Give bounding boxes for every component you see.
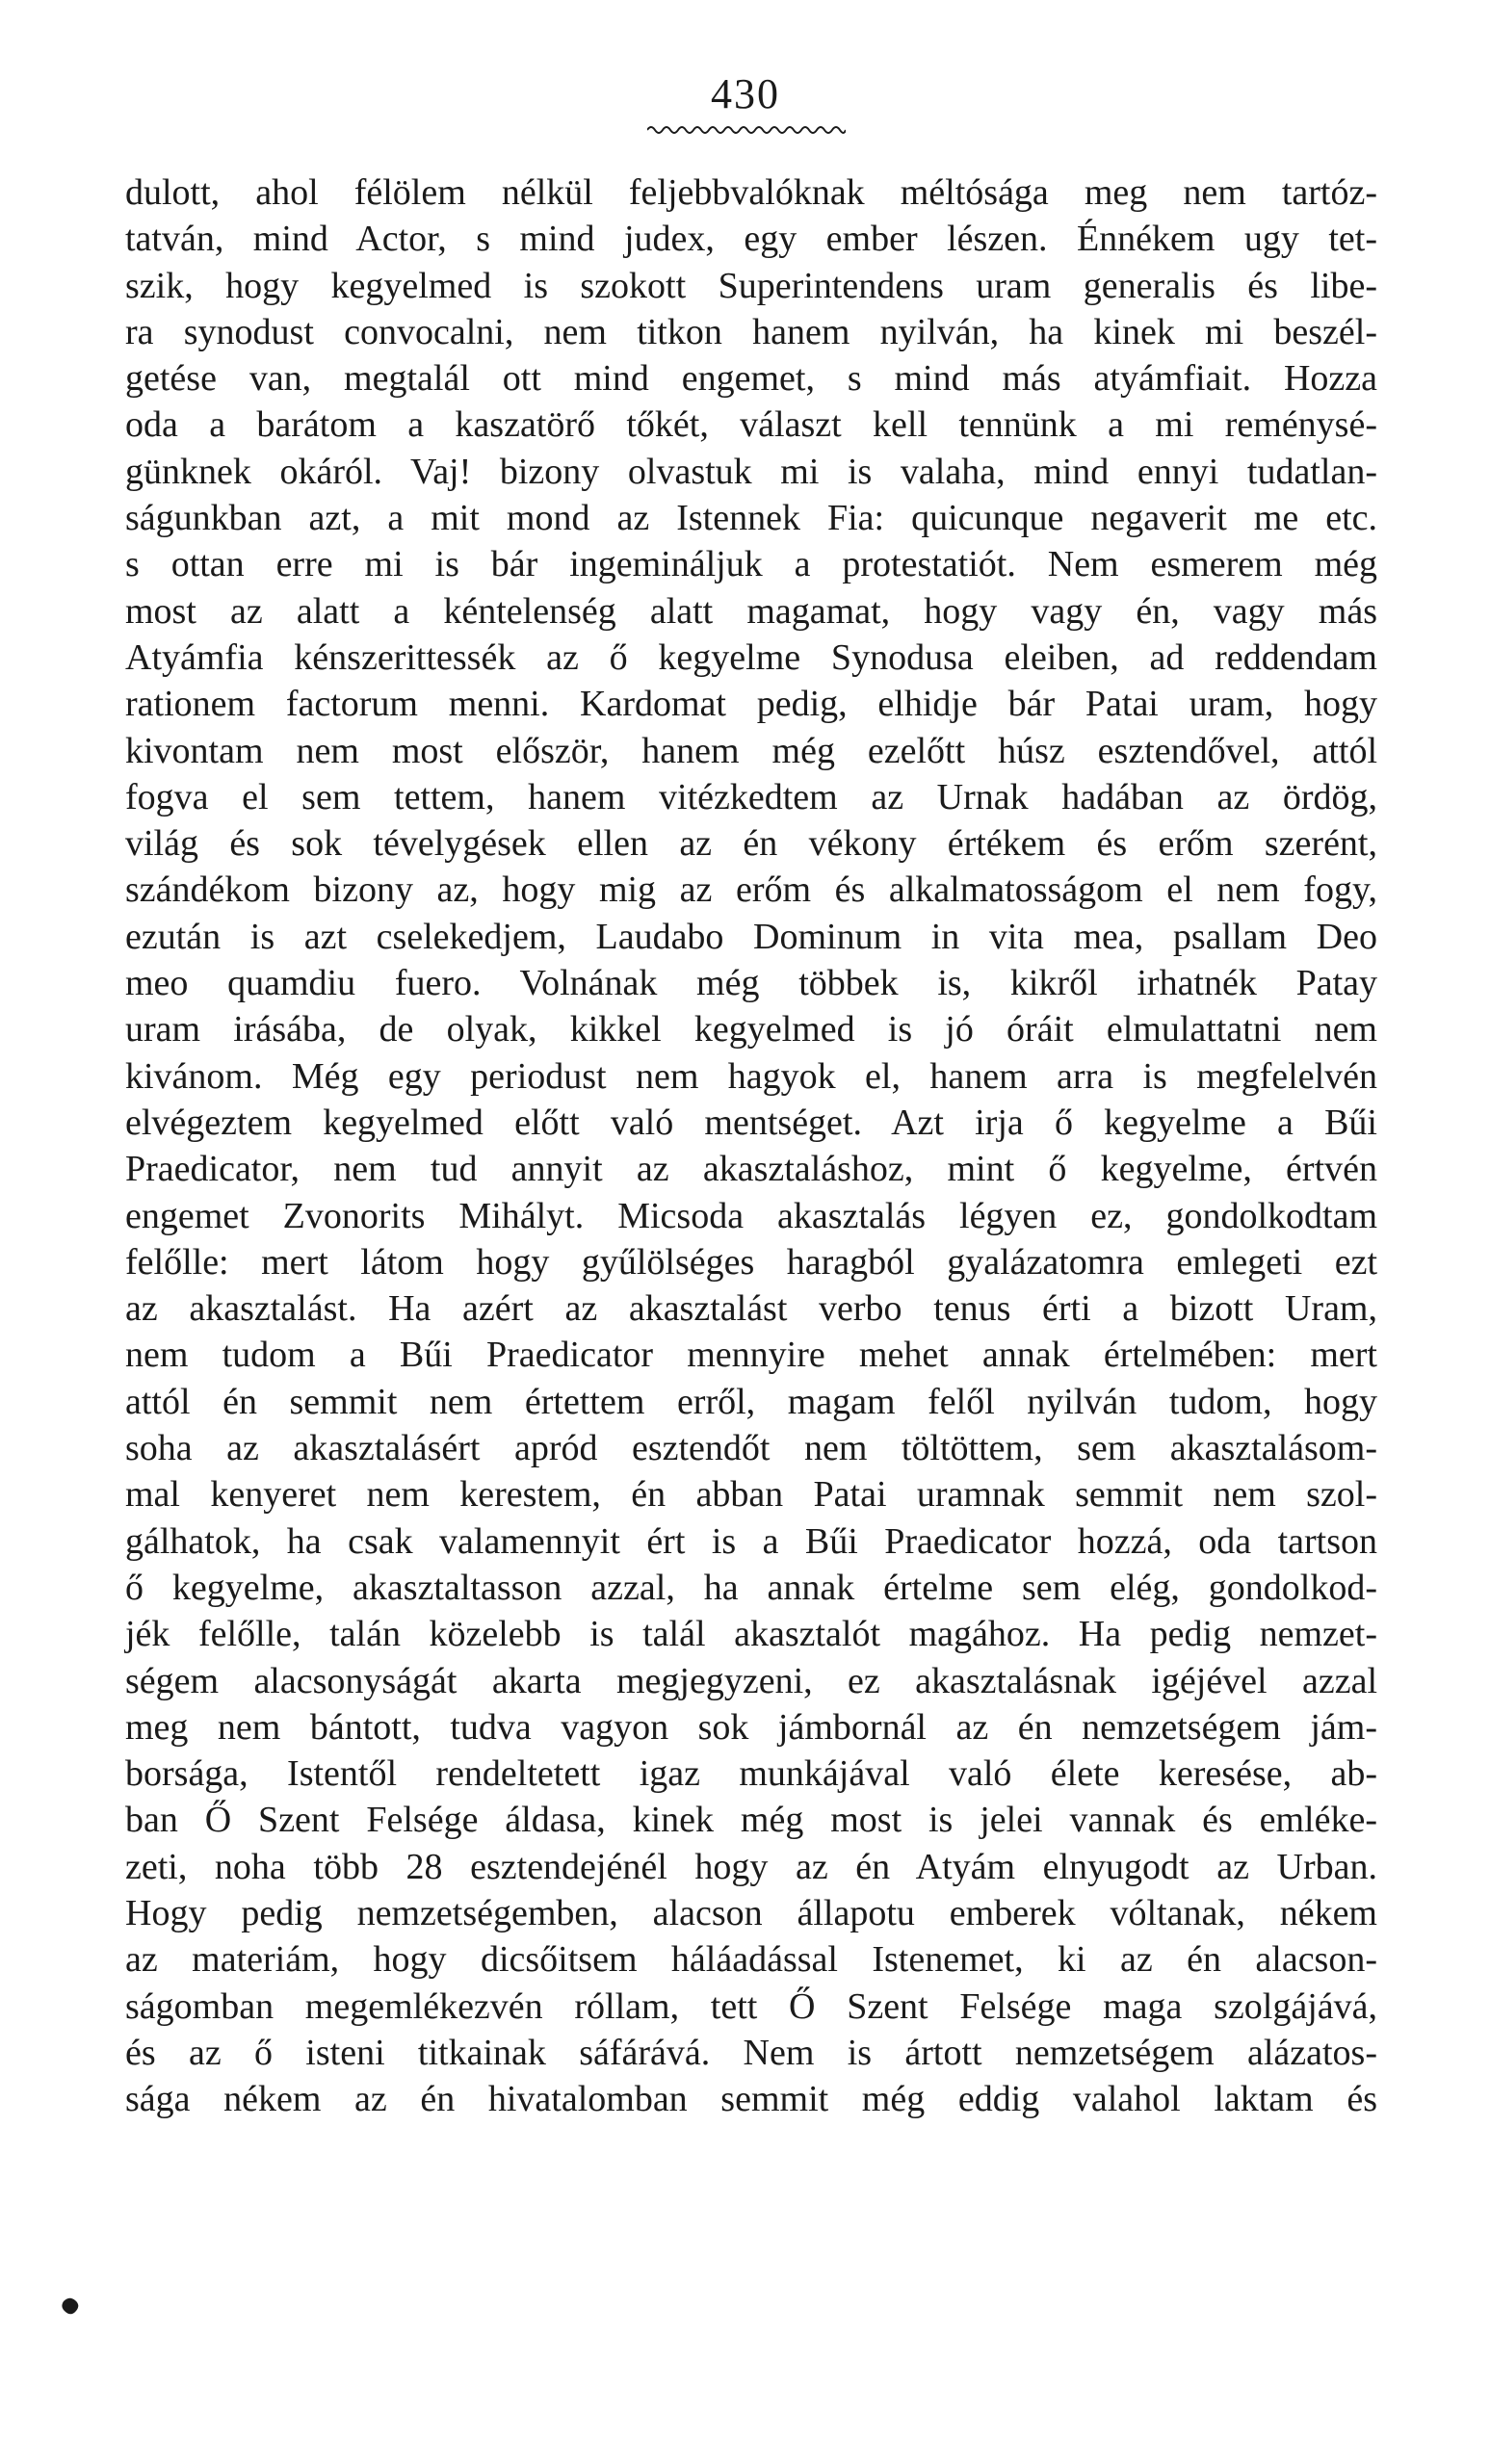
text-line: az akasztalást. Ha azért az akasztalást verbo tenus érti a bizott Uram, bbox=[125, 1288, 1377, 1330]
text-line: sága nékem az én hivatalomban semmit még eddig valahol laktam és bbox=[125, 2079, 1377, 2120]
text-line: mal kenyeret nem kerestem, én abban Patai uramnak semmit nem szol- bbox=[125, 1474, 1377, 1516]
text-line: ra synodust convocalni, nem titkon hanem nyilván, ha kinek mi beszél- bbox=[125, 311, 1377, 352]
text-line: zeti, noha több 28 esztendejénél hogy az én Atyám elnyugodt az Urban. bbox=[125, 1846, 1377, 1887]
text-line: s ottan erre mi is bár ingemináljuk a protestatiót. Nem esmerem még bbox=[125, 544, 1377, 585]
text-line: Hogy pedig nemzetségemben, alacson állapotu emberek vóltanak, nékem bbox=[125, 1892, 1377, 1933]
text-line: felőlle: mert látom hogy gyűlölséges haragból gyalázatomra emlegeti ezt bbox=[125, 1241, 1377, 1283]
wavy-ornament-rule bbox=[647, 123, 846, 137]
text-line: ságunkban azt, a mit mond az Istennek Fia: quicunque negaverit me etc. bbox=[125, 498, 1377, 539]
text-line: szándékom bizony az, hogy mig az erőm és alkalmatosságom el nem fogy, bbox=[125, 869, 1377, 911]
text-line: az materiám, hogy dicsőitsem háláadással Istenemet, ki az én alacson- bbox=[125, 1939, 1377, 1981]
text-line: fogva el sem tettem, hanem vitézkedtem az Urnak hadában az ördög, bbox=[125, 776, 1377, 817]
text-line: borsága, Istentől rendeltetett igaz munkájával való élete keresése, ab- bbox=[125, 1753, 1377, 1795]
text-line: ezután is azt cselekedjem, Laudabo Dominum in vita mea, psallam Deo bbox=[125, 916, 1377, 957]
text-line: günknek okáról. Vaj! bizony olvastuk mi is valaha, mind ennyi tudatlan- bbox=[125, 451, 1377, 492]
text-line: jék felőlle, talán közelebb is talál akasztalót magához. Ha pedig nemzet- bbox=[125, 1614, 1377, 1655]
text-line: kivánom. Még egy periodust nem hagyok el, hanem arra is megfelelvén bbox=[125, 1055, 1377, 1097]
text-line: oda a barátom a kaszatörő tőkét, választ kell tennünk a mi reménysé- bbox=[125, 404, 1377, 446]
text-line: világ és sok tévelygések ellen az én vékony értékem és erőm szerént, bbox=[125, 823, 1377, 865]
text-line: ő kegyelme, akasztaltasson azzal, ha annak értelme sem elég, gondolkod- bbox=[125, 1567, 1377, 1608]
text-line: getése van, megtalál ott mind engemet, s mind más atyámfiait. Hozza bbox=[125, 358, 1377, 400]
ink-blot-mark bbox=[60, 2295, 81, 2317]
text-line: gálhatok, ha csak valamennyit ért is a Bűi Praedicator hozzá, oda tartson bbox=[125, 1520, 1377, 1562]
text-line: kivontam nem most először, hanem még ezelőtt húsz esztendővel, attól bbox=[125, 730, 1377, 771]
text-line: szik, hogy kegyelmed is szokott Superintendens uram generalis és libe- bbox=[125, 265, 1377, 306]
text-line: dulott, ahol félölem nélkül feljebbvalóknak méltósága meg nem tartóz- bbox=[125, 172, 1377, 213]
text-line: attól én semmit nem értettem erről, magam felől nyilván tudom, hogy bbox=[125, 1381, 1377, 1422]
body-text bbox=[125, 169, 1377, 2122]
text-line: tatván, mind Actor, s mind judex, egy ember lészen. Énnékem ugy tet- bbox=[125, 219, 1377, 260]
text-line: ban Ő Szent Felsége áldasa, kinek még most is jelei vannak és emléke- bbox=[125, 1800, 1377, 1841]
text-line: soha az akasztalásért apród esztendőt nem töltöttem, sem akasztalásom- bbox=[125, 1428, 1377, 1469]
text-line: uram irásába, de olyak, kikkel kegyelmed is jó óráit elmulattatni nem bbox=[125, 1009, 1377, 1050]
text-line: meo quamdiu fuero. Volnának még többek is, kikről irhatnék Patay bbox=[125, 963, 1377, 1004]
page-number: 430 bbox=[711, 70, 780, 117]
text-line: rationem factorum menni. Kardomat pedig, elhidje bár Patai uram, hogy bbox=[125, 684, 1377, 725]
text-line: elvégeztem kegyelmed előtt való mentséget. Azt irja ő kegyelme a Bűi bbox=[125, 1102, 1377, 1143]
text-line: ségem alacsonyságát akarta megjegyzeni, ez akasztalásnak igéjével azzal bbox=[125, 1660, 1377, 1701]
text-line: engemet Zvonorits Mihályt. Micsoda akasztalás légyen ez, gondolkodtam bbox=[125, 1195, 1377, 1236]
text-line: most az alatt a kéntelenség alatt magamat, hogy vagy én, vagy más bbox=[125, 590, 1377, 632]
text-line: nem tudom a Bűi Praedicator mennyire mehet annak értelmében: mert bbox=[125, 1335, 1377, 1376]
text-line: Atyámfia kénszerittessék az ő kegyelme Synodusa eleiben, ad reddendam bbox=[125, 636, 1377, 678]
text-line: és az ő isteni titkainak sáfárává. Nem is ártott nemzetségem alázatos- bbox=[125, 2032, 1377, 2073]
text-line: ságomban megemlékezvén róllam, tett Ő Szent Felsége maga szolgájává, bbox=[125, 1985, 1377, 2027]
text-line: Praedicator, nem tud annyit az akasztaláshoz, mint ő kegyelme, értvén bbox=[125, 1149, 1377, 1190]
text-line: meg nem bántott, tudva vagyon sok jámbornál az én nemzetségem jám- bbox=[125, 1706, 1377, 1748]
